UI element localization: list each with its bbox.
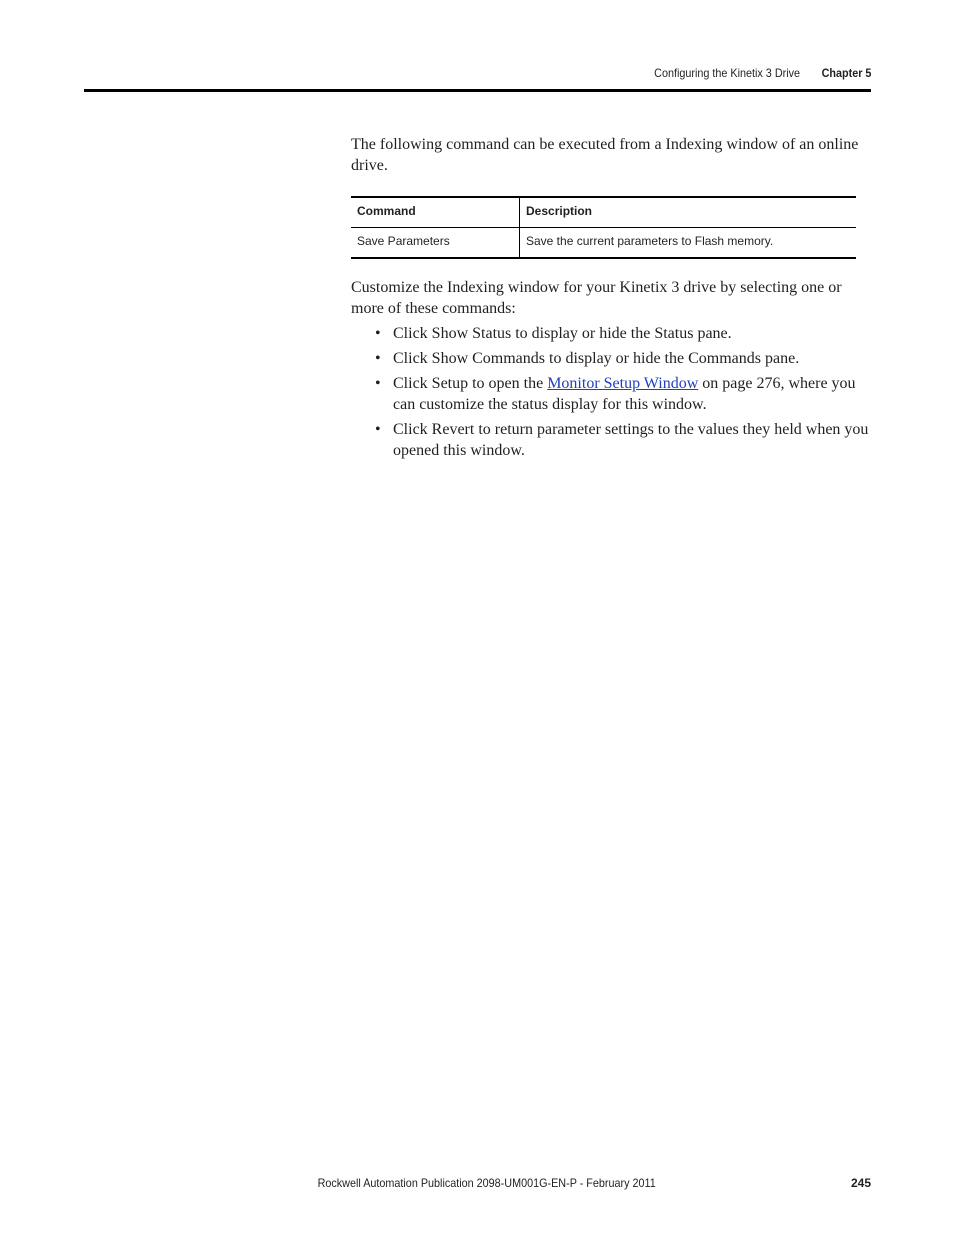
bullet-text: Click Show Commands to display or hide the Commands pane. — [393, 350, 800, 367]
bullet-text-before-link: Click Setup to open the — [393, 375, 548, 392]
section-title: Configuring the Kinetix 3 Drive — [653, 66, 800, 80]
publication-info: Rockwell Automation Publication 2098-UM001G-EN-P - February 2011 — [317, 1176, 656, 1190]
running-header — [654, 66, 871, 80]
bullet-text: Click Show Status to display or hide the Status pane. — [393, 325, 732, 342]
bullet-glyph: • — [375, 350, 381, 367]
command-cell: Save Parameters — [351, 228, 520, 259]
monitor-setup-window-link[interactable]: Monitor Setup Window — [547, 375, 699, 392]
header-rule — [84, 89, 871, 92]
bullet-glyph: • — [375, 421, 381, 438]
intro-paragraph: The following command can be executed from a Indexing window of an online drive. — [351, 136, 859, 174]
command-bullet-list — [351, 323, 871, 461]
list-item — [375, 419, 871, 461]
table-row — [351, 228, 856, 259]
chapter-label: Chapter 5 — [821, 66, 871, 80]
column-header-command: Command — [351, 197, 520, 228]
table-header-row — [351, 197, 856, 228]
bullet-text: Click Revert to return parameter settings to the values they held when you opened this window. — [393, 421, 869, 459]
page-number: 245 — [850, 1176, 871, 1190]
list-item — [375, 348, 871, 369]
main-content — [351, 134, 871, 465]
bullet-text-after-link: on page 276, where you can customize the status display for this window. — [393, 375, 856, 413]
list-item — [375, 323, 871, 344]
bullet-glyph: • — [375, 325, 381, 342]
command-table — [351, 196, 856, 259]
bullet-glyph: • — [375, 375, 381, 392]
list-item — [375, 373, 871, 415]
column-header-description: Description — [520, 197, 857, 228]
customize-paragraph: Customize the Indexing window for your Kinetix 3 drive by selecting one or more of these commands: — [351, 279, 842, 317]
description-cell: Save the current parameters to Flash memory. — [520, 228, 857, 259]
